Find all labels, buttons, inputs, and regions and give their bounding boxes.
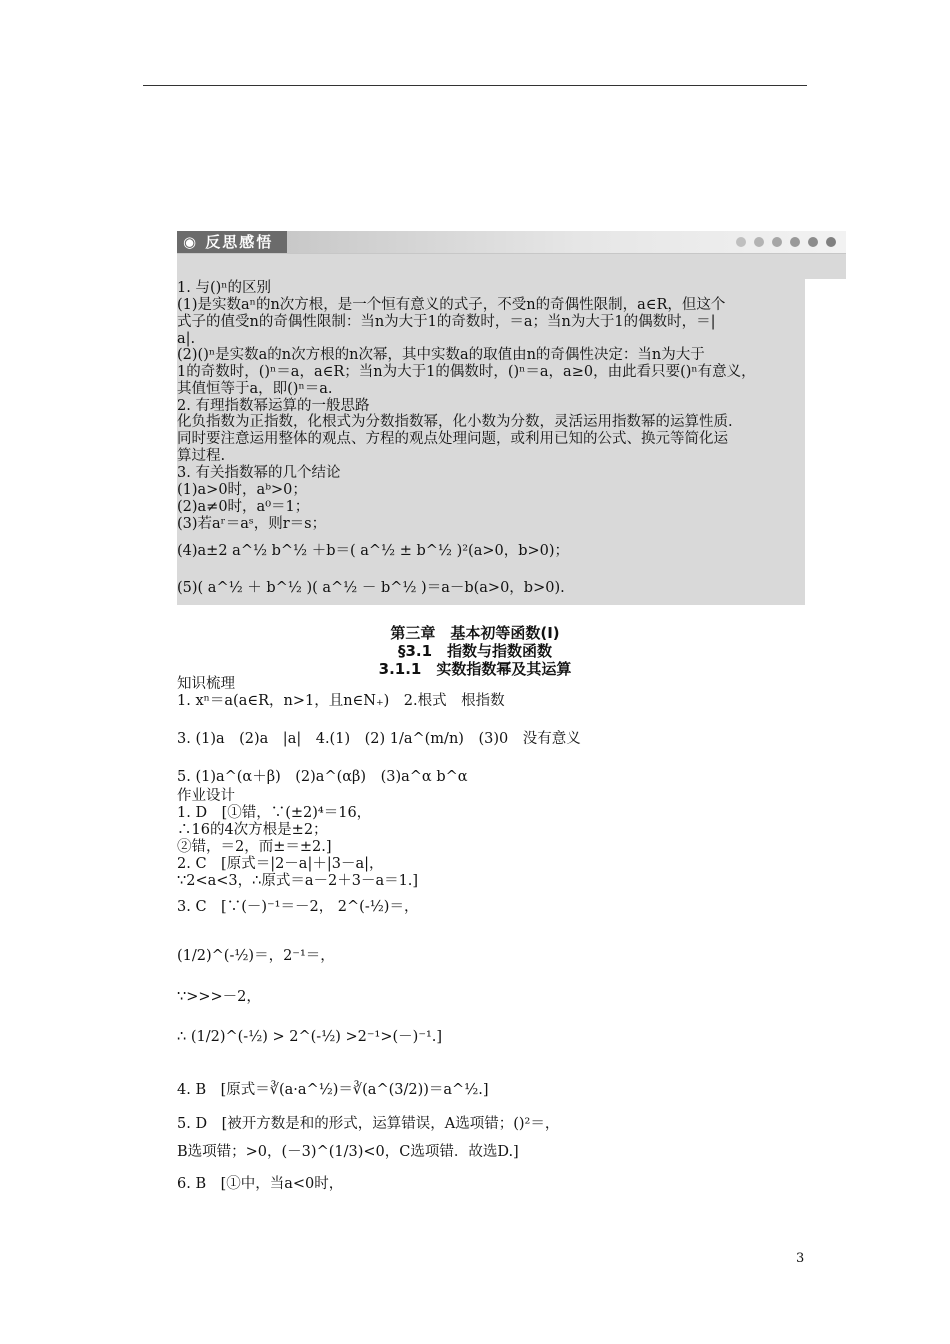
answer-line: ②错，＝2，而±＝±2.] <box>177 839 332 855</box>
note-line: 式子的值受n的奇偶性限制：当n为大于1的奇数时，＝a；当n为大于1的偶数时，＝| <box>177 314 716 330</box>
chapter-heading: 第三章 基本初等函数(Ⅰ) <box>390 624 560 642</box>
note-line: 算过程. <box>177 448 226 464</box>
answer-line: (1/2)^(-½)＝，2⁻¹＝， <box>177 948 335 964</box>
note-line: (1)a>0时，aᵇ>0； <box>177 482 307 498</box>
answer-line: 5. (1)a^(α＋β) (2)a^(αβ) (3)a^α b^α <box>177 769 468 785</box>
answer-line: 1. xⁿ＝a(a∈R，n>1，且n∈N₊) 2.根式 根指数 <box>177 693 505 709</box>
answer-line: 1. D [①错，∵(±2)⁴＝16， <box>177 805 372 821</box>
answer-line: ∵2<a<3，∴原式＝a－2＋3－a＝1.] <box>177 873 419 889</box>
header-rule <box>143 85 807 86</box>
answer-line: 5. D [被开方数是和的形式，运算错误，A选项错；()²＝， <box>177 1116 560 1132</box>
note-line: 同时要注意运用整体的观点、方程的观点处理问题，或利用已知的公式、换元等简化运 <box>177 431 728 447</box>
section-heading: §3.1 指数与指数函数 <box>397 642 553 660</box>
note-line: 3. 有关指数幂的几个结论 <box>177 465 341 481</box>
answer-line: ∴ (1/2)^(-½) > 2^(-½) >2⁻¹>(－)⁻¹.] <box>177 1029 443 1045</box>
answer-line: ∵>>>－2， <box>177 989 261 1005</box>
note-line: 其值恒等于a，即()ⁿ＝a. <box>177 381 333 397</box>
note-line: (3)若aʳ＝aˢ，则r＝s； <box>177 516 327 532</box>
answer-line: 6. B [①中，当a<0时， <box>177 1176 344 1192</box>
banner-dots <box>736 237 836 247</box>
answer-line: 3. C [∵(－)⁻¹＝－2， 2^(-½)＝， <box>177 899 419 915</box>
answer-line: 4. B [原式＝∛(a·a^½)＝∛(a^(3/2))＝a^½.] <box>177 1082 489 1098</box>
note-line: 1的奇数时，()ⁿ＝a，a∈R；当n为大于1的偶数时，()ⁿ＝a，a≥0，由此看只要()ⁿ有意义， <box>177 364 756 380</box>
note-line: 1. 与()ⁿ的区别 <box>177 280 272 296</box>
answer-line: 2. C [原式＝|2－a|＋|3－a|， <box>177 856 384 872</box>
note-line: a|. <box>177 331 196 347</box>
answer-line: 作业设计 <box>177 788 235 804</box>
page-number: 3 <box>796 1251 805 1266</box>
dot-icon <box>790 237 800 247</box>
reflection-banner <box>177 231 846 279</box>
subsection-heading: 3.1.1 实数指数幂及其运算 <box>378 660 572 678</box>
dot-icon <box>826 237 836 247</box>
answer-line: 3. (1)a (2)a |a| 4.(1) (2) 1/a^(m/n) (3)0 没有意义 <box>177 731 581 747</box>
dot-icon <box>772 237 782 247</box>
note-line: 化负指数为正指数，化根式为分数指数幂，化小数为分数，灵活运用指数幂的运算性质. <box>177 414 733 430</box>
note-line: (1)是实数aⁿ的n次方根，是一个恒有意义的式子，不受n的奇偶性限制，a∈R，但这个 <box>177 297 726 313</box>
dot-icon <box>754 237 764 247</box>
banner-title: ◉ 反思感悟 <box>177 231 287 253</box>
note-line: (4)a±2 a^½ b^½ ＋b＝( a^½ ± b^½ )²(a>0，b>0)； <box>177 543 570 559</box>
answer-line: ∴16的4次方根是±2； <box>177 822 328 838</box>
note-line: 2. 有理指数幂运算的一般思路 <box>177 398 370 414</box>
note-line: (2)a≠0时，a⁰＝1； <box>177 499 310 515</box>
note-line: (2)()ⁿ是实数a的n次方根的n次幂，其中实数a的取值由n的奇偶性决定：当n为大于 <box>177 347 705 363</box>
answer-line: B选项错；>0，(－3)^(1/3)<0，C选项错．故选D.] <box>177 1144 519 1160</box>
dot-icon <box>736 237 746 247</box>
dot-icon <box>808 237 818 247</box>
answer-line: 知识梳理 <box>177 676 235 692</box>
note-line: (5)( a^½ ＋ b^½ )( a^½ － b^½ )＝a－b(a>0，b>0). <box>177 580 565 596</box>
